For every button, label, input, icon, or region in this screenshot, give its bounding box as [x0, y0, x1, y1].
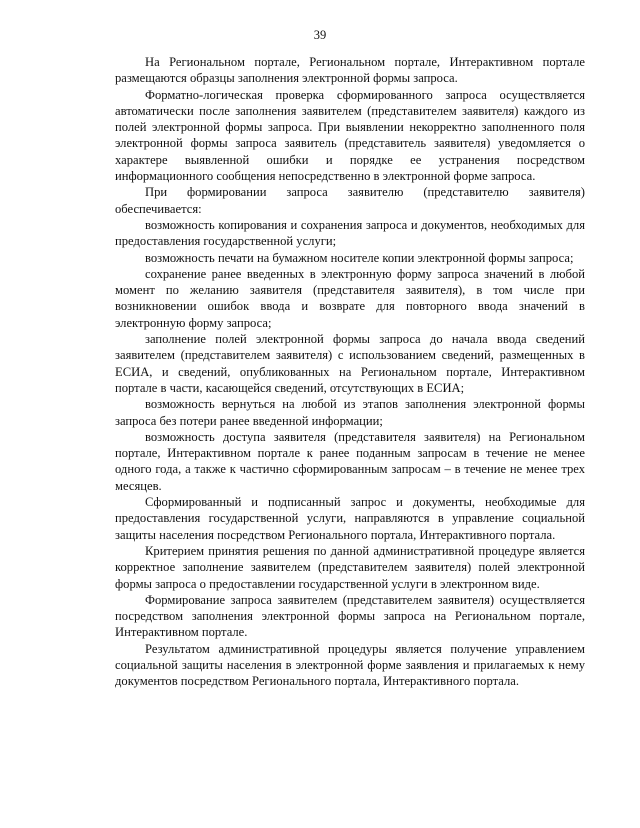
paragraph: Сформированный и подписанный запрос и документы, необходимые для предоставления государственной услуги, направляются в управление социальной защиты населения посредством Регионального портала, Интерактивного портала.	[115, 495, 585, 542]
paragraph: возможность вернуться на любой из этапов заполнения электронной формы запроса без потери ранее введенной информации;	[115, 397, 585, 428]
paragraph: сохранение ранее введенных в электронную форму запроса значений в любой момент по желанию заявителя (представителя заявителя), в том числе при возникновении ошибок ввода и возврате для повторного ввода значений в электронную форму запроса;	[115, 266, 585, 330]
paragraph: Формирование запроса заявителем (представителем заявителя) осуществляется посредством заполнения электронной формы запроса на Региональном портале, Интерактивном портале.	[115, 592, 585, 640]
paragraph: заполнение полей электронной формы запроса до начала ввода сведений заявителем (представителем заявителя) с использованием сведений, размещенных в ЕСИА, и сведений, опубликованных на Региональном портале, Интерактивном портале в части, касающейся сведений, отсутствующих в ЕСИА;	[115, 332, 585, 395]
paragraph: На Региональном портале, Региональном портале, Интерактивном портале размещаются образцы заполнения электронной формы запроса.	[115, 55, 585, 86]
paragraph: возможность печати на бумажном носителе копии электронной формы запроса;	[145, 250, 574, 265]
paragraph: возможность доступа заявителя (представителя заявителя) на Региональном портале, Интерактивном портале к ранее поданным запросам в течение не менее одного года, а также к частично сформированным запросам – в течение не менее трех месяцев.	[115, 429, 585, 493]
page-number: 39	[313, 28, 327, 42]
document-body	[115, 54, 585, 690]
paragraph: Критерием принятия решения по данной административной процедуре является корректное заполнение заявителем (представителем заявителя) полей электронной формы запроса о предоставлении государственной услуги в электронном виде.	[115, 543, 585, 591]
paragraph: Форматно-логическая проверка сформированного запроса осуществляется автоматически после заполнения заявителем (представителем заявителя) каждого из полей электронной формы запроса. При выявлении некорректно заполненного поля электронной формы запроса заявитель (представитель заявителя) уведомляется о характере выявленной ошибки и порядке ее устранения посредством информационного сообщения непосредственно в электронной форме запроса.	[115, 87, 585, 184]
paragraph: При формировании запроса заявителю (представителю заявителя) обеспечивается:	[115, 185, 585, 216]
paragraph: Результатом административной процедуры является получение управлением социальной защиты населения в электронной форме заявления и прилагаемых к нему документов посредством Регионального портала, Интерактивного портала.	[115, 641, 585, 689]
paragraph: возможность копирования и сохранения запроса и документов, необходимых для предоставления государственной услуги;	[115, 217, 585, 249]
